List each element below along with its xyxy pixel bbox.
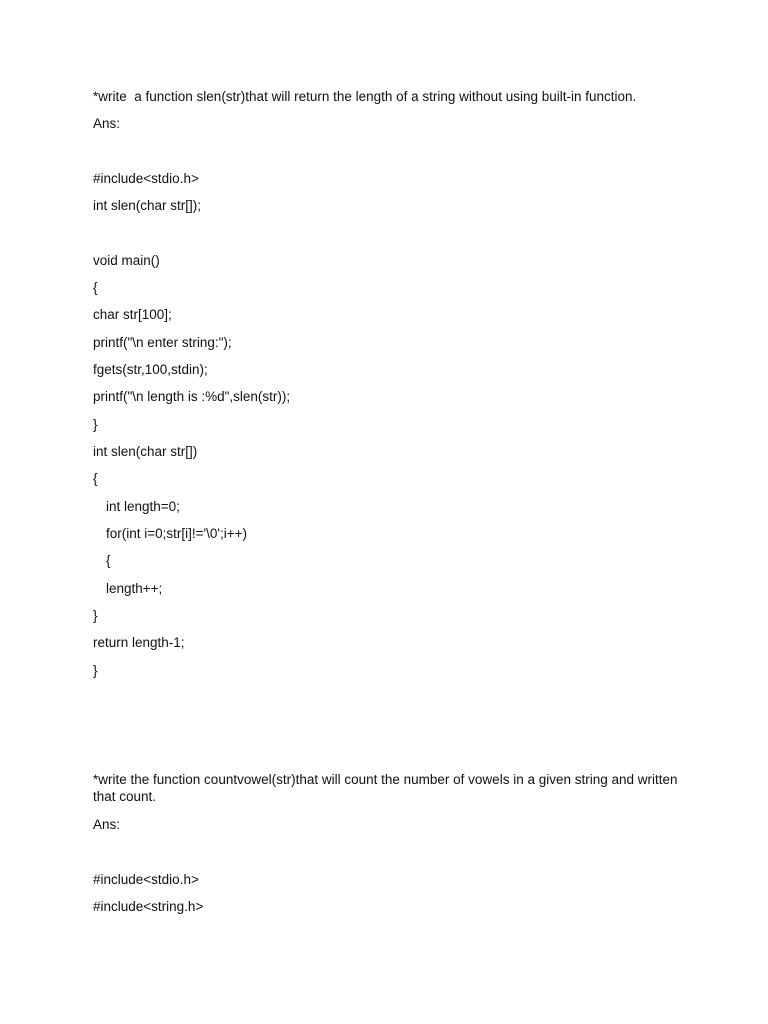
- code-line: }: [93, 417, 98, 432]
- code-line: int slen(char str[]);: [93, 198, 202, 213]
- question-1-answer-label: Ans:: [93, 116, 121, 131]
- code-line: }: [93, 608, 98, 623]
- code-line: int slen(char str[]): [93, 444, 198, 459]
- code-line: return length-1;: [93, 635, 185, 650]
- code-line: fgets(str,100,stdin);: [93, 362, 208, 377]
- code-line: void main(): [93, 253, 160, 268]
- code-line: length++;: [106, 581, 163, 596]
- code-line: for(int i=0;str[i]!='\0';i++): [106, 526, 247, 541]
- code-line: {: [106, 553, 111, 568]
- code-line: printf("\n length is :%d",slen(str));: [93, 389, 291, 404]
- question-2-answer-label: Ans:: [93, 817, 121, 832]
- code-line: }: [93, 663, 98, 678]
- code-line: {: [93, 471, 98, 486]
- code-line: printf("\n enter string:");: [93, 335, 232, 350]
- code-line: int length=0;: [106, 499, 180, 514]
- code-line: #include<stdio.h>: [93, 872, 199, 887]
- code-line: char str[100];: [93, 307, 172, 322]
- code-line: #include<string.h>: [93, 899, 204, 914]
- code-line: {: [93, 280, 98, 295]
- question-1-prompt: *write a function slen(str)that will return the length of a string without using built-in function.: [93, 89, 637, 104]
- code-line: #include<stdio.h>: [93, 171, 199, 186]
- question-2-prompt: *write the function countvowel(str)that will count the number of vowels in a given string and written that count.: [93, 772, 678, 804]
